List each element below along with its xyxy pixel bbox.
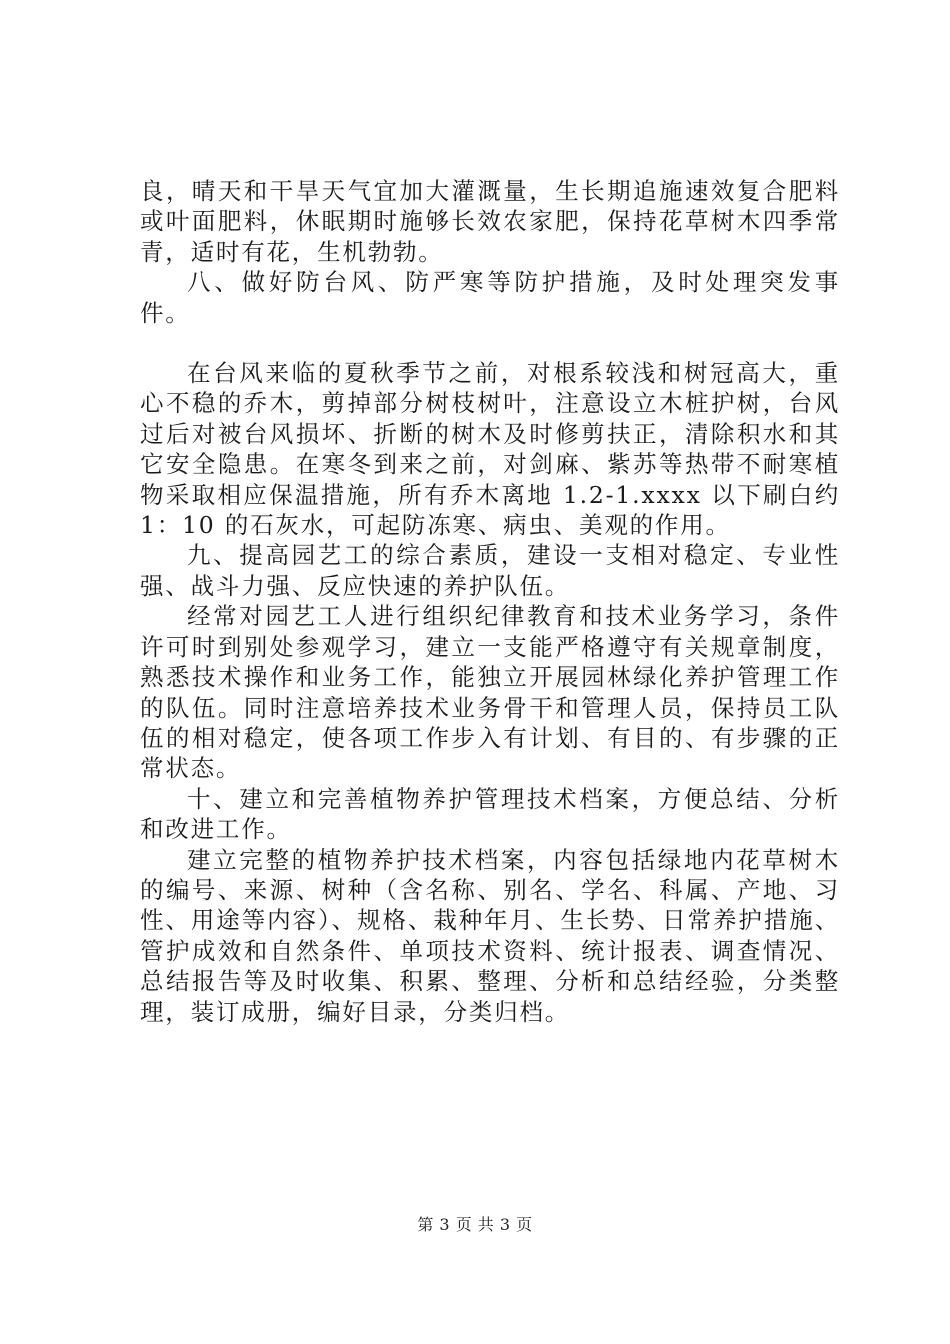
- paragraph-continuation: 良，晴天和干旱天气宜加大灌溉量，生长期追施速效复合肥料或叶面肥料，休眠期时施够长效农家肥，保持花草树木四季常青，适时有花，生机勃勃。: [140, 177, 840, 266]
- paragraph-typhoon-cold-measures: 在台风来临的夏秋季节之前，对根系较浅和树冠高大，重心不稳的乔木，剪掉部分树枝树叶，注意设立木桩护树，台风过后对被台风损坏、折断的树木及时修剪扶正，清除积水和其它安全隐患。在寒冬到来之前，对剑麻、紫苏等热带不耐寒植物采取相应保温措施，所有乔木离地 1.2-1.xxxx 以下刷白约1：10 的石灰水，可起防冻寒、病虫、美观的作用。: [140, 359, 840, 540]
- section-heading-10: 十、建立和完善植物养护管理技术档案，方便总结、分析和改进工作。: [140, 784, 840, 844]
- section-heading-8: 八、做好防台风、防严寒等防护措施，及时处理突发事件。: [140, 268, 840, 327]
- page-number-footer: 第 3 页 共 3 页: [417, 1215, 533, 1234]
- paragraph-worker-training: 经常对园艺工人进行组织纪律教育和技术业务学习，条件许可时到别处参观学习，建立一支能严格遵守有关规章制度，熟悉技术操作和业务工作，能独立开展园林绿化养护管理工作的队伍。同时注意培养技术业务骨干和管理人员，保持员工队伍的相对稳定，使各项工作步入有计划、有目的、有步骤的正常状态。: [140, 602, 840, 783]
- section-heading-9: 九、提高园艺工的综合素质，建设一支相对稳定、专业性强、战斗力强、反应快速的养护队伍。: [140, 541, 840, 600]
- document-body: [140, 176, 840, 1027]
- paragraph-technical-archives: 建立完整的植物养护技术档案，内容包括绿地内花草树木的编号、来源、树种（含名称、别名、学名、科属、产地、习性、用途等内容）、规格、栽种年月、生长势、日常养护措施、管护成效和自然条件、单项技术资料、统计报表、调查情况、总结报告等及时收集、积累、整理、分析和总结经验，分类整理，装订成册，编好目录，分类归档。: [140, 845, 840, 1026]
